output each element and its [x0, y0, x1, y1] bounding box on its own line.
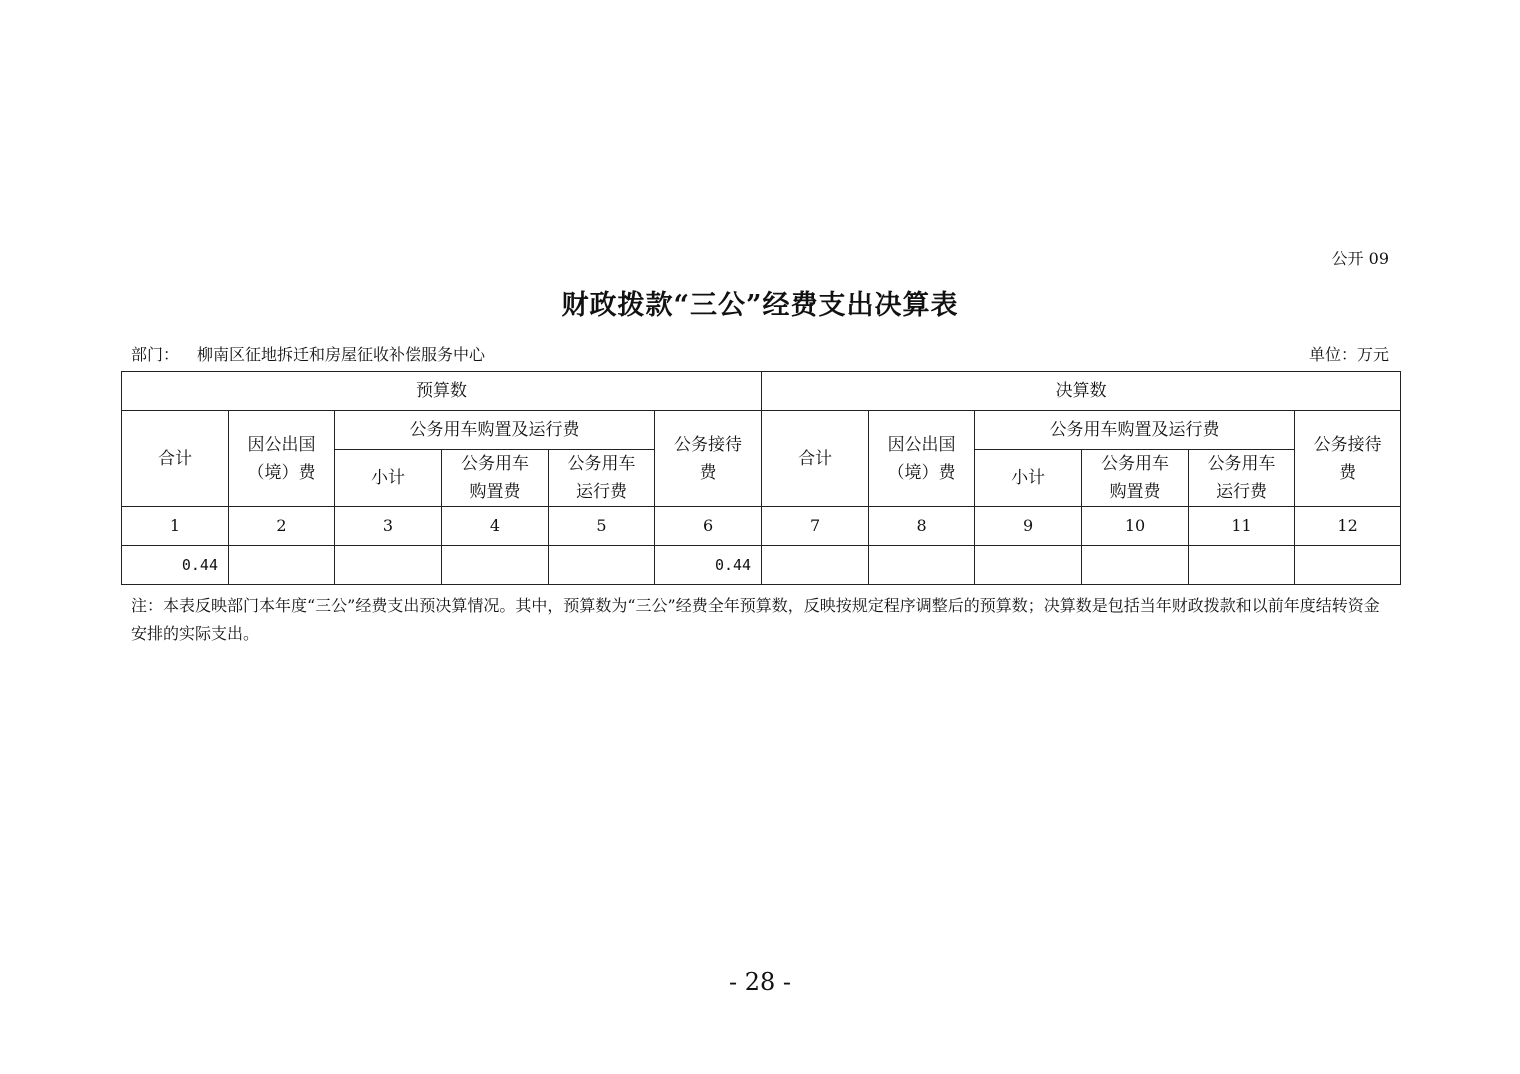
column-number: 1: [122, 507, 229, 546]
final-abroad-header: 因公出国 （境）费: [869, 411, 975, 507]
budget-operation-header: 公务用车 运行费: [549, 450, 655, 507]
data-cell: [442, 546, 549, 585]
table-row: [122, 546, 1401, 585]
data-cell: [869, 546, 975, 585]
final-operation-header: 公务用车 运行费: [1189, 450, 1295, 507]
data-cell: 0.44: [122, 546, 229, 585]
final-vehicle-header: 公务用车购置及运行费: [975, 411, 1295, 450]
column-number: 11: [1189, 507, 1295, 546]
final-reception-header: 公务接待 费: [1295, 411, 1401, 507]
column-number: 4: [442, 507, 549, 546]
data-cell: [1189, 546, 1295, 585]
final-total-header: 合计: [762, 411, 869, 507]
budget-subtotal-header: 小计: [335, 450, 442, 507]
document-title: 财政拨款“三公”经费支出决算表: [561, 290, 959, 321]
final-subtotal-header: 小计: [975, 450, 1082, 507]
document-code: 公开 09: [1331, 249, 1389, 268]
data-cell: [1082, 546, 1189, 585]
data-cell: [762, 546, 869, 585]
group-header-row: [122, 372, 1401, 411]
column-number: 8: [869, 507, 975, 546]
budget-reception-header: 公务接待 费: [655, 411, 762, 507]
data-cell: [549, 546, 655, 585]
budget-abroad-header: 因公出国 （境）费: [229, 411, 335, 507]
final-group-header: 决算数: [762, 372, 1401, 411]
department-line: [131, 342, 485, 365]
column-number: 10: [1082, 507, 1189, 546]
column-number: 9: [975, 507, 1082, 546]
budget-total-header: 合计: [122, 411, 229, 507]
column-number: 5: [549, 507, 655, 546]
budget-purchase-header: 公务用车 购置费: [442, 450, 549, 507]
column-number: 7: [762, 507, 869, 546]
column-number: 2: [229, 507, 335, 546]
data-cell: [229, 546, 335, 585]
budget-vehicle-header: 公务用车购置及运行费: [335, 411, 655, 450]
table-note: 注：本表反映部门本年度“三公”经费支出预决算情况。其中，预算数为“三公”经费全年预算数，反映按规定程序调整后的预算数；决算数是包括当年财政拨款和以前年度结转资金安排的实际支出。: [131, 596, 1380, 643]
column-number-row: [122, 507, 1401, 546]
data-cell: 0.44: [655, 546, 762, 585]
expense-table: [121, 371, 1401, 585]
budget-group-header: 预算数: [122, 372, 762, 411]
data-cell: [975, 546, 1082, 585]
final-purchase-header: 公务用车 购置费: [1082, 450, 1189, 507]
column-number: 12: [1295, 507, 1401, 546]
column-header-row-1: [122, 411, 1401, 450]
data-cell: [335, 546, 442, 585]
data-cell: [1295, 546, 1401, 585]
column-number: 3: [335, 507, 442, 546]
page-number: - 28 -: [728, 968, 791, 996]
column-number: 6: [655, 507, 762, 546]
department-name: 柳南区征地拆迁和房屋征收补偿服务中心: [197, 345, 486, 364]
department-label: 部门：: [131, 345, 180, 364]
unit-label: 单位：万元: [1308, 345, 1389, 364]
